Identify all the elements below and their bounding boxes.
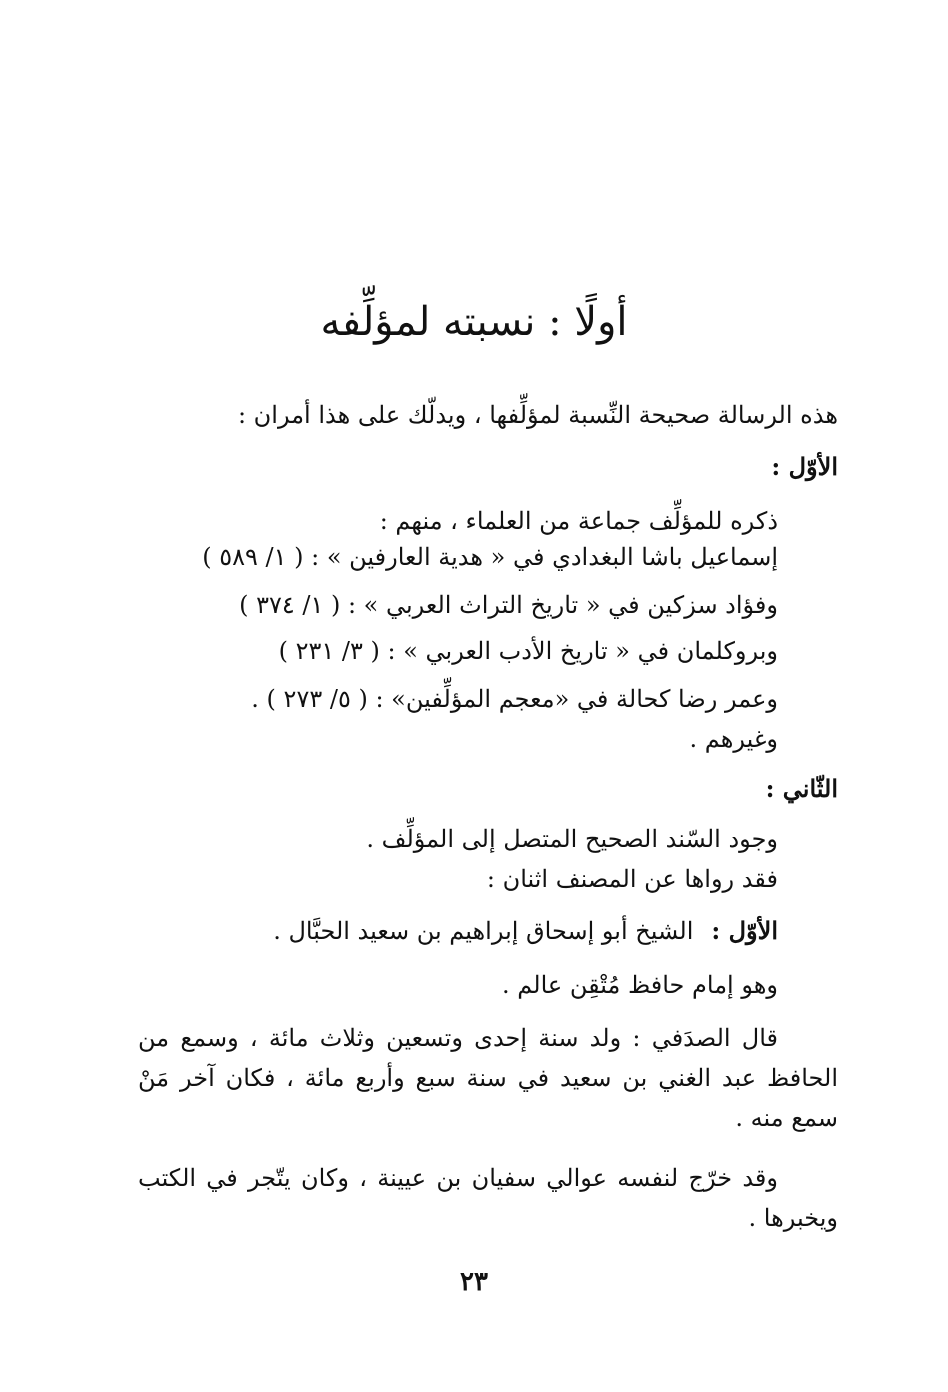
first-line-4: وبروكلمان في « تاريخ الأدب العربي » : ( ٣/ ٢٣١ ) (278, 637, 778, 665)
narrator-description: وهو إمام حافظ مُتْقِن عالم . (502, 971, 778, 999)
narrator-line (273, 914, 778, 948)
paragraph-2 (138, 1158, 838, 1238)
narrator-name: الشيخ أبو إسحاق إبراهيم بن سعيد الحبَّال . (273, 917, 694, 945)
paragraph-1 (138, 1018, 838, 1138)
paragraph-2-text: وقد خرّج لنفسه عوالي سفيان بن عيينة ، وكان يتّجر في الكتب ويخبرها . (138, 1164, 838, 1232)
second-line-1: وجود السّند الصحيح المتصل إلى المؤلِّف . (366, 825, 778, 853)
first-heading: الأوّل : (771, 452, 838, 481)
first-line-3: وفؤاد سزكين في « تاريخ التراث العربي » : ( ١/ ٣٧٤ ) (239, 591, 778, 619)
section-title: أولًا : نسبته لمؤلِّفه (320, 299, 628, 345)
first-line-1: ذكره للمؤلِّف جماعة من العلماء ، منهم : (379, 507, 778, 535)
second-line-2: فقد رواها عن المصنف اثنان : (486, 865, 778, 893)
page-number: ٢٣ (460, 1267, 488, 1297)
intro-line: هذه الرسالة صحيحة النِّسبة لمؤلِّفها ، ويدلّك على هذا أمران : (237, 401, 838, 429)
first-line-2: إسماعيل باشا البغدادي في « هدية العارفين » : ( ١/ ٥٨٩ ) (202, 543, 778, 571)
second-heading: الثّاني : (765, 774, 838, 803)
paragraph-1-text: قال الصدَفي : ولد سنة إحدى وتسعين وثلاث مائة ، وسمع من الحافظ عبد الغني بن سعيد في سنة سبع وأربع مائة ، فكان آخر مَنْ سمع منه . (138, 1024, 838, 1132)
first-line-5: وعمر رضا كحالة في «معجم المؤلِّفين» : ( ٥/ ٢٧٣ ) . (251, 685, 778, 713)
narrator-label: الأوّل : (711, 916, 778, 945)
first-line-6: وغيرهم . (689, 725, 778, 753)
